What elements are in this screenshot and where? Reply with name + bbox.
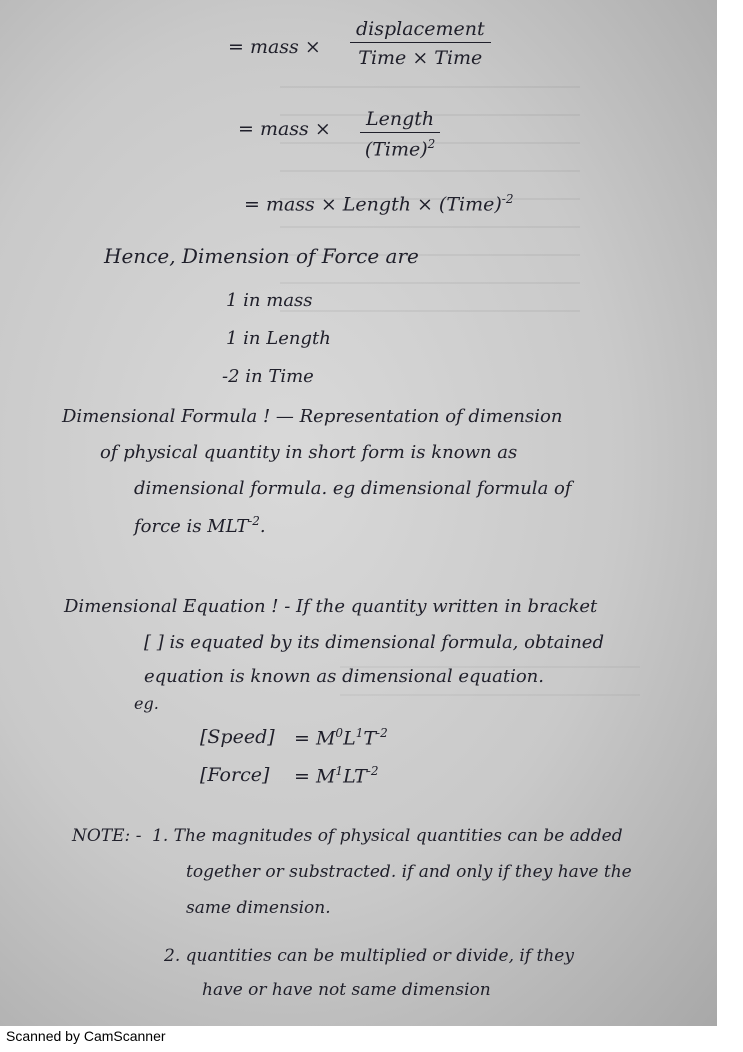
derivation-line1-denominator: Time × Time [358, 47, 483, 69]
force-dimensions-heading: Hence, Dimension of Force are [104, 244, 419, 268]
note-point1-line2: together or substracted. if and only if they have the [186, 862, 632, 882]
note-point1-line1: 1. The magnitudes of physical quantities can be added [152, 826, 623, 846]
derivation-line3: = mass × Length × (Time)$^{-2}$ [244, 192, 514, 216]
note-point1-line3: same dimension. [186, 898, 331, 918]
force-equation-lhs: [Force] [200, 764, 270, 786]
note-point2-line2: have or have not same dimension [202, 980, 491, 1000]
reverse-side-bleed [280, 60, 580, 320]
force-equation-rhs: = $M^1LT^{-2}$ [294, 764, 379, 788]
derivation-line2-fraction [360, 108, 440, 160]
derivation-line1-numerator: displacement [350, 18, 491, 43]
speed-equation-rhs: = $M^0L^1T^{-2}$ [294, 726, 388, 750]
dimensional-equation-line2: [ ] is equated by its dimensional formula, obtained [144, 632, 604, 653]
dimensional-equation-line1: Dimensional Equation ! - If the quantity written in bracket [64, 596, 598, 617]
speed-equation-lhs: [Speed] [200, 726, 275, 748]
derivation-line3-exponent: -2 [501, 192, 514, 206]
derivation-line2-numerator: Length [360, 108, 440, 133]
derivation-line1-fraction [350, 18, 491, 69]
derivation-line2-prefix: = mass × [238, 118, 331, 140]
derivation-line1-prefix: = mass × [228, 36, 321, 58]
note-point2-line1: 2. quantities can be multiplied or divide, if they [164, 946, 574, 966]
dimensional-equation-line3: equation is known as dimensional equation. [144, 666, 544, 687]
note-label: NOTE: - [72, 826, 142, 846]
dimensional-formula-line4: force is $MLT^{-2}$. [134, 514, 266, 537]
force-dimension-item-2: 1 in Length [226, 328, 331, 349]
dimensional-formula-line3: dimensional formula. eg dimensional formula of [134, 478, 572, 499]
dimensional-equation-eg: eg. [134, 694, 159, 713]
force-dimension-item-1: 1 in mass [226, 290, 313, 311]
force-dimension-item-3: -2 in Time [222, 366, 314, 387]
derivation-line2-denominator: (Time)$^2$ [364, 137, 436, 161]
scanner-watermark: Scanned by CamScanner [6, 1028, 166, 1044]
dimensional-formula-line1: Dimensional Formula ! — Representation of dimension [62, 406, 563, 427]
dimensional-formula-line2: of physical quantity in short form is known as [100, 442, 518, 463]
